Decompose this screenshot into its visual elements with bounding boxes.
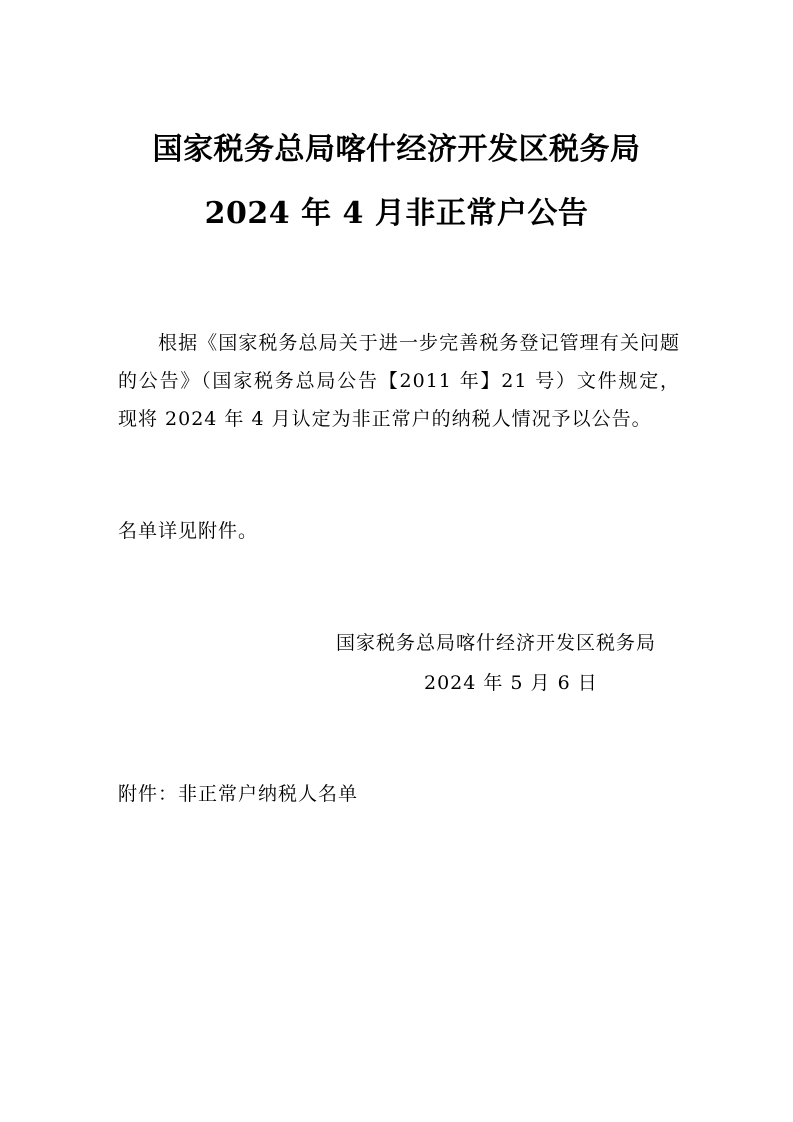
body-paragraph-list-note: 名单详见附件。 — [118, 520, 259, 542]
attachment-note: 附件：非正常户纳税人名单 — [118, 783, 359, 805]
signature-date: 2024 年 5 月 6 日 — [424, 672, 598, 694]
document-title-line2: 2024 年 4 月非正常户公告 — [204, 196, 589, 231]
document-title-line1: 国家税务总局喀什经济开发区税务局 — [152, 132, 641, 167]
body-paragraph-announcement: 根据《国家税务总局关于进一步完善税务登记管理有关问题的公告》（国家税务总局公告【2011 年】21 号）文件规定，现将 2024 年 4 月认定为非正常户的纳税人情况予以公告。 — [118, 332, 680, 430]
signature-organization: 国家税务总局喀什经济开发区税务局 — [336, 632, 657, 654]
